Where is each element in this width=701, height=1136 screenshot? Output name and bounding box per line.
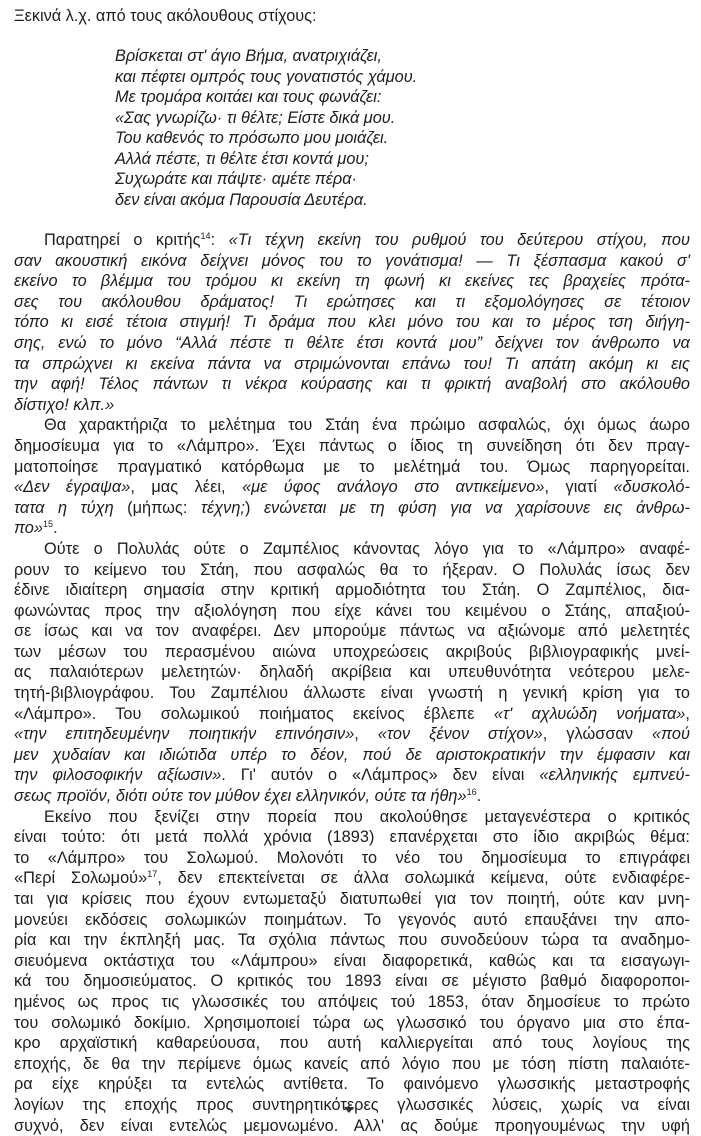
intro-line: Ξεκινά λ.χ. από τους ακόλουθους στίχους: xyxy=(14,7,317,25)
text-run: Θα χαρακτήριζα το μελέτημα του Στάη ένα πρώιμο ασφαλώς, όχι όμως άωρο xyxy=(44,416,690,435)
text-run: , γιατί xyxy=(544,478,614,497)
text-run: συχνό, δεν είναι εντελώς μεμονωμένο. Αλλ' ας δούμε προηγουμένως την υφή xyxy=(14,1116,690,1135)
text-run: σε ίσως και να τον αναφέρει. Δεν μπορούμε πάντως να αξιώνομε από μελετητές xyxy=(14,622,690,641)
poem-line: Με τρομάρα κοιτάει και τους φωνάζει: xyxy=(115,88,382,106)
text-line xyxy=(14,436,690,457)
text-line xyxy=(14,1074,690,1095)
text-line xyxy=(14,683,690,704)
text-line xyxy=(14,910,690,931)
text-run: κρο αρχαϊστική καθαρεύουσα, που αυτή καλλιεργείται από τους λογίους της xyxy=(14,1034,690,1053)
text-line xyxy=(14,930,690,951)
poem-line: Συχωράτε και πάψτε· αμέτε πέρα· xyxy=(115,170,357,188)
text-line xyxy=(14,292,690,313)
text-line xyxy=(14,662,690,683)
footnote-ref: 16 xyxy=(466,787,477,798)
poem-line: Του καθενός το πρόσωπο μου μοιάζει. xyxy=(115,129,389,147)
italic-quote: τέχνη; xyxy=(200,498,245,517)
paragraph xyxy=(14,807,690,1136)
poem-line: και πέφτει ομπρός τους γονατιστός χάμου. xyxy=(115,67,418,86)
italic-quote: «πού xyxy=(652,725,690,744)
text-run: «Περί Σολωμού» xyxy=(14,869,148,888)
text-line xyxy=(14,1033,690,1054)
text-line xyxy=(14,621,690,642)
paragraph xyxy=(14,230,690,415)
text-run: των μέσων του περασμένου αιώνα υποχρεώσεις ακριβούς βιβλιογραφικής μνεί- xyxy=(14,642,690,661)
italic-quote: «με ύφος ανάλογο στο αντικείμενο» xyxy=(242,478,545,497)
text-run: το «Λάμπρο» του Σολωμού. Μολονότι το νέο του δημοσίευμα το επιγράφει xyxy=(14,848,690,867)
text-line xyxy=(14,477,690,498)
text-line xyxy=(14,704,690,725)
text-run: λογίων της εποχής προς συντηρητικότερες γλωσσικές λύσεις, χωρίς να είναι xyxy=(14,1095,690,1114)
text-run: , γλώσσαν xyxy=(542,725,653,744)
italic-quote: δίστιχο! κλπ.» xyxy=(14,395,115,414)
italic-quote: τατα η τύχη xyxy=(14,498,128,517)
text-line xyxy=(14,1013,690,1034)
text-line xyxy=(14,786,690,807)
text-run: , μας λέει, xyxy=(130,478,243,497)
text-run: . Γι' αυτόν ο «Λάμπρος» δεν είναι xyxy=(221,766,540,785)
italic-quote: σεως προϊόν, διότι ούτε τον μύθον έχει ελληνικόν, ούτε τα ήθη» xyxy=(14,787,467,806)
text-run: ρα είχε κηρύξει τα εντελώς αντίθετα. Το φαινόμενο γλωσσικής μεταστροφής xyxy=(14,1075,690,1094)
italic-quote: σης, ενώ το μόνο “Αλλά πέστε τι θέλτε έτσι κοντά μου” δείχνει τον άνθρωπο να xyxy=(14,333,690,352)
text-run: , xyxy=(685,704,690,723)
text-run: : xyxy=(210,231,229,249)
text-line xyxy=(14,807,690,828)
text-line xyxy=(14,580,690,601)
text-run: «Λάμπρο». Του σολωμικού ποιήματος εκείνος έβλεπε xyxy=(14,704,494,723)
text-run: ρία και την έκπληξή μας. Τα σχόλια πάντως που συνοδεύουν τώρα τα αναδημο- xyxy=(14,931,690,950)
text-line xyxy=(14,498,690,519)
poem-line: Βρίσκεται στ' άγιο Βήμα, ανατριχιάζει, xyxy=(115,47,382,65)
paragraph xyxy=(14,415,690,539)
text-line xyxy=(14,951,690,972)
text-run: Παρατηρεί ο κριτής xyxy=(44,231,201,249)
footnote-ref: 17 xyxy=(147,869,158,880)
text-line xyxy=(14,271,690,292)
text-line xyxy=(14,415,690,436)
footnote-ref: 14 xyxy=(200,231,211,241)
text-run: φωνώντας προς την αξιολόγηση που είχε κάνει του κειμένου ο Στάης, απαξιού- xyxy=(14,601,690,620)
italic-quote: εκείνο το βλέμμα του τρόμου κι εκείνη τη φωνή κι εκείνες τες βραχείες πρότα- xyxy=(14,272,690,291)
poem-line: «Σας γνωρίζω· τι θέλτε; Είστε δικά μου. xyxy=(115,108,396,127)
italic-quote: σες του ακόλουθου δράματος! Τι ερώτησες και τι εξομολόγησες σε τέτοιον xyxy=(14,292,690,311)
continue-marker-icon xyxy=(344,1107,354,1113)
text-run: είναι τούτο: ότι μετά πολλά χρόνια (1893) επανέρχεται στο ίδιο ακριβώς θέμα: xyxy=(14,828,690,847)
text-line xyxy=(14,374,690,395)
italic-quote: «ελληνικής εμπνεύ- xyxy=(539,766,690,785)
text-line xyxy=(14,1054,690,1075)
text-run: ματοποίησε πραγματικό κατόρθωμα με το μελέτημά του. Όμως παρηγορείται. xyxy=(14,457,690,476)
text-line xyxy=(14,395,690,416)
text-line xyxy=(14,745,690,766)
italic-quote: «τ' αχλυώδη νοήματα» xyxy=(493,704,686,723)
text-run: , δεν επεκτείνεται σε άλλα σολωμικά κείμενα, ούτε ενδιαφέρε- xyxy=(157,869,691,888)
text-run: . xyxy=(476,787,482,806)
text-line xyxy=(14,724,690,745)
italic-quote: «Τι τέχνη εκείνη του ρυθμού του δεύτερου στίχου, που xyxy=(228,231,690,249)
text-run: δημοσίευμα για το «Λάμπρο». Έχει πάντως ο ίδιος τη συνείδηση ότι δεν πραγ- xyxy=(14,436,690,455)
text-run: έδινε ιδιαίτερη σημασία στην κριτική αρμοδιότητα του Στάη. Ο Ζαμπέλιος, δια- xyxy=(14,581,690,600)
italic-quote: ενώνεται με τη φύση για να χαρίσουνε εις άνθρω- xyxy=(263,498,690,517)
italic-quote: την φιλοσοφικήν αξίωσιν» xyxy=(14,766,222,785)
text-line xyxy=(14,312,690,333)
italic-quote: πο» xyxy=(14,519,43,538)
text-line xyxy=(14,539,690,560)
italic-quote: «τον ξένον στίχον» xyxy=(377,725,543,744)
text-run: ρουν το κείμενο του Στάη, που ασφαλώς θα το ήξεραν. Ο Πολυλάς ίσως δεν xyxy=(14,560,690,579)
paragraph xyxy=(14,539,690,807)
text-line xyxy=(14,765,690,786)
text-line xyxy=(14,560,690,581)
text-line xyxy=(14,1116,690,1136)
text-line xyxy=(14,457,690,478)
document-page xyxy=(14,6,690,1136)
text-line xyxy=(14,230,690,251)
italic-quote: σαν ακουστική εικόνα δείχνει μόνος του το γονάτισμα! — Τι ξέσπασμα κακού σ' xyxy=(14,251,690,270)
italic-quote: «την επιτηδευμένην ποιητικήν επινόησιν» xyxy=(14,725,355,744)
text-line xyxy=(14,642,690,663)
text-run: κά του δημοσιεύματος. Ο κριτικός του 1893 είναι σε μέγιστο βαθμό διαφοροποι- xyxy=(14,972,690,991)
text-line xyxy=(14,518,690,539)
text-run: μονεύει εκδόσεις σολωμικών ποιημάτων. Το γεγονός αυτό επαυξάνει την απο- xyxy=(14,910,690,929)
text-run: ) xyxy=(245,498,264,517)
text-line xyxy=(14,333,690,354)
text-run: Ούτε ο Πολυλάς ούτε ο Ζαμπέλιος κάνοντας λόγο για το «Λάμπρο» αναφέ- xyxy=(44,539,690,558)
text-run: ημένος ως προς τις γλωσσικές του απόψεις τού 1853, όταν δημοσίευε το πρώτο xyxy=(14,992,690,1011)
text-line xyxy=(14,868,690,889)
text-line xyxy=(14,889,690,910)
body-text xyxy=(14,230,690,1136)
text-line xyxy=(14,992,690,1013)
text-line xyxy=(14,827,690,848)
text-line xyxy=(14,354,690,375)
text-run: εποχής, δε θα την περίμενε όμως κανείς από λόγιο που με τόση πίστη παλαιότε- xyxy=(14,1054,690,1073)
text-run: ται για κρίσεις που έχουν εντωμεταξύ διατυπωθεί για τον ποιητή, ούτε καν μνη- xyxy=(14,890,690,908)
italic-quote: «δυσκολό- xyxy=(613,478,690,497)
italic-quote: τόπο κι εισέ τέτοια στιγμή! Τι δράμα που κλει μόνο του και το μέρος τση διήγη- xyxy=(14,313,690,332)
italic-quote: την αφή! Τέλος πάντων τι νέκρα κούρασης και τι φρικτή αναβολή στο ακόλουθο xyxy=(14,375,690,394)
italic-quote: «Δεν έγραψα» xyxy=(14,478,131,497)
italic-quote: μεν χυδαίαν και ιδιώτιδα υπέρ το δέον, πού δε αριστοκρατικήν την έμφασιν και xyxy=(14,745,690,764)
text-line xyxy=(14,971,690,992)
text-run: ας παλαιότερων μελετητών· δηλαδή ακρίβεια και υπευθυνότητα νεότερου μελε- xyxy=(14,663,690,682)
text-run: του σολωμικό δοκίμιο. Χρησιμοποιεί τώρα ως γλωσσικό του όργανο μια στο έπα- xyxy=(14,1013,690,1032)
text-line xyxy=(14,251,690,272)
text-run: σιευόμενα οκτάστιχα του «Λάμπρου» είναι διαφορετικά, καθώς και τα εισαγωγι- xyxy=(14,951,690,970)
text-run: (μήπως: xyxy=(127,498,201,517)
text-run: τητή-βιβλιογράφου. Του Ζαμπέλιου άλλωστε είναι γνωστή η γενική κρίση για το xyxy=(14,684,690,703)
footnote-ref: 15 xyxy=(42,519,54,530)
text-run: Εκείνο που ξενίζει στην πορεία που ακολούθησε μεταγενέστερα ο κριτικός xyxy=(44,807,690,826)
text-run: , xyxy=(354,725,378,744)
text-line xyxy=(14,848,690,869)
text-run: . xyxy=(53,519,58,538)
poem-block xyxy=(115,46,690,210)
poem-line: δεν είναι ακόμα Παρουσία Δευτέρα. xyxy=(115,190,368,209)
text-line xyxy=(14,601,690,622)
italic-quote: τα σπρώχνει κι εκείνα πάντα να στριμώνονται επάνω του! Τι απάτη ακόμη κι εις xyxy=(14,354,690,373)
poem-line: Αλλά πέστε, τι θέλτε έτσι κοντά μου; xyxy=(115,149,369,168)
